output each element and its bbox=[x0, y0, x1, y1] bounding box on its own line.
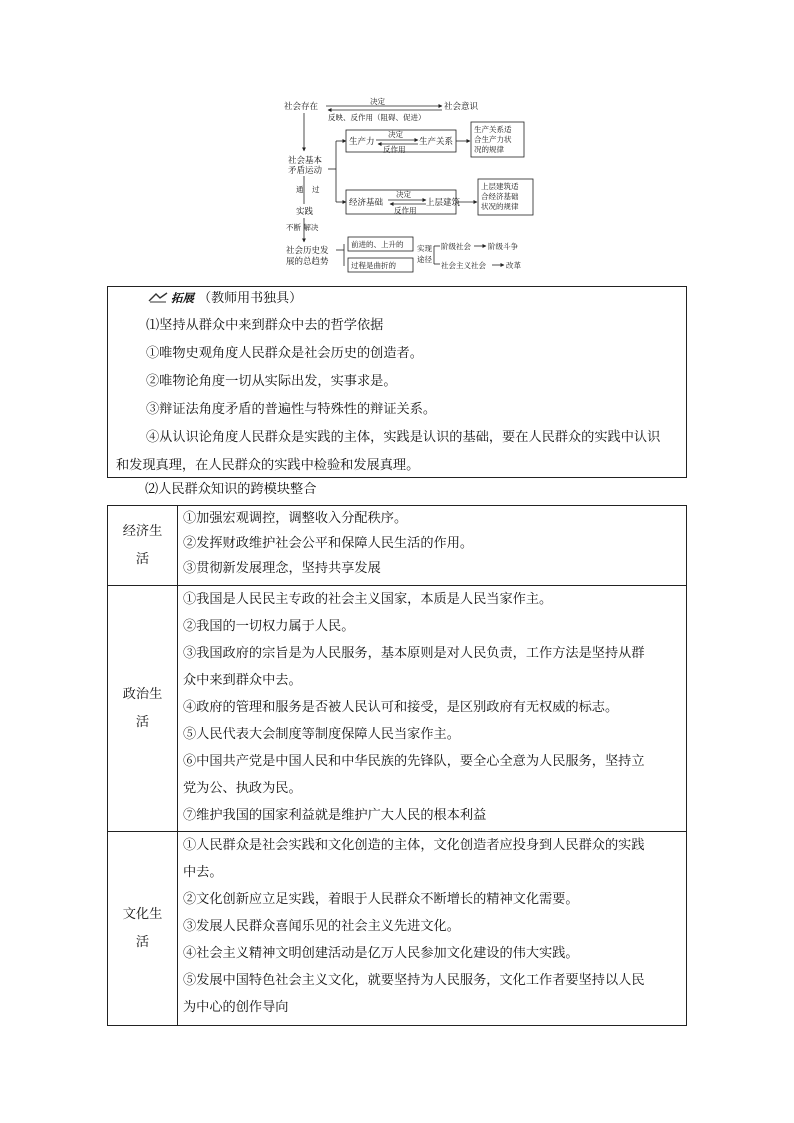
law2-line1: 上层建筑适 bbox=[481, 182, 519, 191]
law1-line1: 生产关系适 bbox=[474, 125, 512, 134]
label-practice: 实践 bbox=[296, 207, 314, 217]
content-line: ①我国是人民民主专政的社会主义国家，本质是人民当家作主。 bbox=[183, 592, 553, 607]
label-determine-1: 决定 bbox=[370, 97, 385, 106]
content-line: ②文化创新应立足实践，着眼于人民群众不断增长的精神文化需要。 bbox=[183, 892, 579, 907]
row-label-line: 政治生 bbox=[122, 686, 163, 702]
content-line: ④政府的管理和服务是否被人民认可和接受，是区别政府有无权威的标志。 bbox=[183, 700, 619, 715]
content-line: 中去。 bbox=[183, 865, 223, 880]
content-line: ⑤人民代表大会制度等制度保障人民当家作主。 bbox=[183, 727, 460, 742]
node-socialist-society: 社会主义社会 bbox=[441, 261, 486, 270]
node-history-trend-2: 展的总趋势 bbox=[286, 257, 329, 267]
row-label-line: 经济生 bbox=[122, 523, 163, 539]
label-determine-2: 决定 bbox=[388, 130, 403, 139]
row-label-line: 文化生 bbox=[122, 906, 163, 922]
label-through-2: 过 bbox=[312, 185, 320, 194]
expand-tag: 拓展 bbox=[171, 291, 194, 305]
content-line: ②我国的一切权力属于人民。 bbox=[183, 619, 355, 634]
content-line: 党为公、执政为民。 bbox=[183, 781, 302, 796]
concept-diagram bbox=[284, 96, 544, 278]
node-class-struggle: 阶级斗争 bbox=[488, 242, 518, 251]
row-label-line: 活 bbox=[135, 551, 150, 567]
row-label-cultural bbox=[108, 832, 178, 1026]
node-history-trend-1: 社会历史发 bbox=[286, 246, 329, 256]
content-line: ⑤发展中国特色社会主义文化，就要坚持为人民服务，文化工作者要坚持以人民 bbox=[183, 973, 645, 988]
node-reform: 改革 bbox=[506, 261, 521, 270]
table-row-political bbox=[108, 586, 687, 832]
label-reaction-1: 反作用 bbox=[383, 145, 406, 154]
label-reflect-react: 反映、反作用（阻碍、促进） bbox=[328, 113, 426, 122]
node-forward-upward: 前进的、上升的 bbox=[351, 240, 404, 249]
content-line: ④社会主义精神文明创建活动是亿万人民参加文化建设的伟大实践。 bbox=[183, 946, 579, 961]
law2-line3: 状况的规律 bbox=[481, 202, 519, 211]
node-relations-production: 生产关系 bbox=[419, 137, 454, 147]
law2-line2: 合经济基础 bbox=[481, 192, 519, 201]
node-basic-contradiction-2: 矛盾运动 bbox=[288, 166, 323, 176]
label-reaction-2: 反作用 bbox=[394, 206, 417, 215]
expand-title bbox=[148, 288, 302, 309]
row-label-line: 活 bbox=[135, 714, 150, 730]
content-line: ②发挥财政维护社会公平和保障人民生活的作用。 bbox=[183, 536, 474, 551]
label-realize-1: 实现 bbox=[417, 244, 432, 253]
section2-heading: ⑵人民群众知识的跨模块整合 bbox=[145, 482, 317, 497]
law1-line3: 况的规律 bbox=[474, 145, 504, 154]
content-line: ③贯彻新发展理念，坚持共享发展 bbox=[183, 561, 381, 576]
content-line: 为中心的创作导向 bbox=[183, 1000, 289, 1015]
law1-line2: 合生产力状 bbox=[474, 135, 512, 144]
table-row-economic bbox=[108, 506, 687, 586]
node-productive-forces: 生产力 bbox=[349, 137, 375, 147]
content-line: ⑥中国共产党是中国人民和中华民族的先锋队，要全心全意为人民服务，坚持立 bbox=[183, 754, 645, 769]
row-label-political bbox=[108, 586, 178, 832]
table-row-cultural bbox=[108, 832, 687, 1026]
label-through-1: 通 bbox=[296, 185, 304, 194]
expand-item-2: ②唯物论角度一切从实际出发，实事求是。 bbox=[146, 374, 397, 389]
expand-heading: ⑴坚持从群众中来到群众中去的哲学依据 bbox=[146, 318, 384, 333]
content-line: ①加强宏观调控，调整收入分配秩序。 bbox=[183, 511, 408, 526]
content-line: ③发展人民群众喜闻乐见的社会主义先进文化。 bbox=[183, 919, 460, 934]
node-superstructure: 上层建筑 bbox=[426, 198, 461, 208]
label-realize-2: 途径 bbox=[417, 255, 432, 264]
row-label-line: 活 bbox=[135, 934, 150, 950]
row-label-economic bbox=[108, 506, 178, 586]
row-content-political bbox=[178, 586, 687, 832]
content-line: ⑦维护我国的国家利益就是维护广大人民的根本利益 bbox=[183, 808, 487, 823]
node-class-society: 阶级社会 bbox=[441, 242, 471, 251]
expand-item-3: ③辩证法角度矛盾的普遍性与特殊性的辩证关系。 bbox=[146, 402, 437, 417]
expand-section bbox=[107, 286, 687, 478]
node-social-consciousness: 社会意识 bbox=[444, 102, 479, 112]
expand-item-1: ①唯物史观角度人民群众是社会历史的创造者。 bbox=[146, 346, 423, 361]
expand-item-4: ④从认识论角度人民群众是实践的主体，实践是认识的基础，要在人民群众的实践中认识 bbox=[146, 430, 661, 445]
content-line: ①人民群众是社会实践和文化创造的主体，文化创造者应投身到人民群众的实践 bbox=[183, 838, 645, 853]
node-tortuous: 过程是曲折的 bbox=[351, 261, 396, 270]
expand-note: （教师用书独具） bbox=[198, 291, 303, 306]
expand-item-4-cont: 和发现真理，在人民群众的实践中检验和发展真理。 bbox=[116, 458, 420, 473]
node-basic-contradiction-1: 社会基本 bbox=[288, 156, 323, 166]
row-content-economic bbox=[178, 506, 687, 586]
node-economic-base: 经济基础 bbox=[349, 198, 384, 208]
row-content-cultural bbox=[178, 832, 687, 1026]
node-social-existence: 社会存在 bbox=[284, 102, 319, 112]
label-determine-3: 决定 bbox=[396, 190, 411, 199]
content-line: 众中来到群众中去。 bbox=[183, 673, 302, 688]
label-continuous-resolve: 不断 解决 bbox=[286, 223, 319, 232]
integration-table bbox=[107, 505, 687, 1026]
content-line: ③我国政府的宗旨是为人民服务，基本原则是对人民负责，工作方法是坚持从群 bbox=[183, 646, 645, 661]
expand-icon bbox=[148, 292, 168, 303]
